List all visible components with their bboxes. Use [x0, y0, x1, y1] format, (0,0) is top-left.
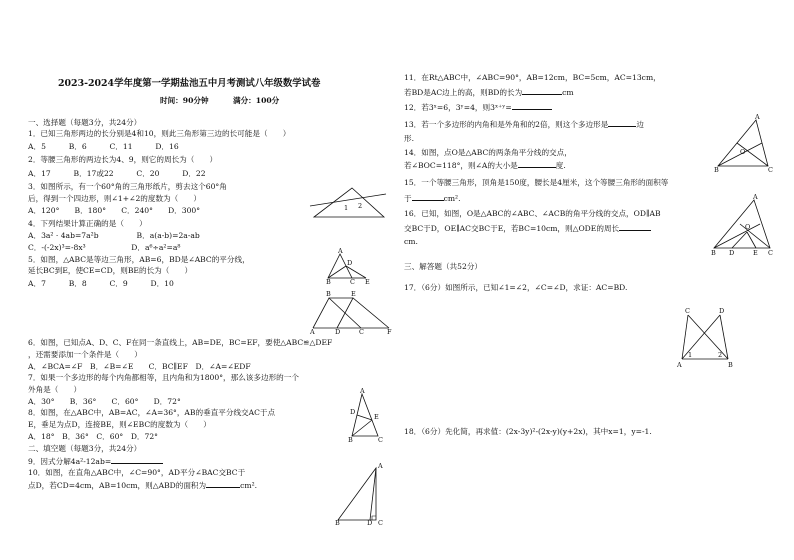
exam-score: 满分：100分	[233, 96, 280, 105]
q11-text: 若BD是AC边上的高，则BD的长为	[404, 88, 523, 97]
q16-label-A: A	[753, 193, 758, 201]
section3-heading: 三、解答题（共52分）	[404, 262, 483, 271]
q5-line1: 5．如图，△ABC是等边三角形，AB=6，BD是∠ABC的平分线，	[28, 255, 250, 264]
q8-label-A: A	[360, 387, 365, 395]
q3-label-2: 2	[358, 202, 363, 210]
q14-line1: 14．如图，点O是△ABC的两条角平分线的交点，	[404, 148, 572, 157]
q14-text: 若∠BOC=118°，则∠A的大小是	[404, 161, 518, 170]
exam-title: 2023-2024学年度第一学期盐池五中月考测试八年级数学试卷	[58, 78, 321, 89]
q5-line2: 延长BC到E，使CE=CD，则BE的长为（ ）	[28, 266, 193, 275]
q16-line3: cm.	[404, 237, 418, 246]
q13-line2: 形.	[404, 134, 415, 143]
q1-stem: 1．已知三角形两边的长分别是4和10，则此三角形第三边的长可能是（ ）	[28, 129, 291, 138]
q6-options: A．∠BCA=∠F B．∠B=∠E C．BC∥EF D．∠A=∠EDF	[28, 362, 251, 371]
section2-heading: 二、填空题（每题3分，共24分）	[28, 444, 142, 453]
q15-line2	[404, 193, 461, 203]
q14-label-B: B	[714, 166, 719, 174]
q11-line1: 11．在Rt△ABC中，∠ABC=90°，AB=12cm，BC=5cm，AC=13cm，	[404, 73, 661, 82]
q8-label-B: B	[348, 436, 353, 444]
q6-label-E: E	[351, 290, 356, 298]
q8-label-C: C	[378, 436, 383, 444]
q3-label-1: 1	[344, 204, 349, 212]
q17-stem: 17．（6分）如图所示，已知∠1=∠2，∠C=∠D，求证：AC=BD.	[404, 283, 628, 292]
q17-label-C: C	[685, 307, 690, 315]
q11-line2	[404, 87, 574, 97]
q17-label-B: B	[728, 361, 733, 369]
q10-text: 点D，若CD=4cm，AB=10cm，则△ABD的面积为	[28, 481, 207, 490]
q17-label-A: A	[677, 361, 682, 369]
q3-line1: 3．如图所示，有一个60°角的三角形纸片，剪去这个60°角	[28, 182, 227, 191]
q6-label-B: B	[326, 290, 331, 298]
q13-line1	[404, 119, 644, 129]
q4-options-ab: A．3a² · 4ab=7a²b B．a(a-b)=2a-ab	[28, 231, 200, 240]
q15-line1: 15．一个等腰三角形，顶角是150度，腰长是4厘米，这个等腰三角形的面积等	[404, 178, 669, 187]
q6-label-C: C	[359, 328, 364, 336]
exam-time: 时间：90分钟	[160, 96, 209, 105]
q16-figure	[710, 194, 776, 256]
q10-answer-blank[interactable]	[206, 480, 240, 488]
q14-end: 度.	[555, 161, 566, 170]
q8-line2: E，垂足为点D，连接BE，则∠EBC的度数为（ ）	[28, 420, 211, 429]
q16-line1: 16．已知，如图，O是△ABC的∠ABC、∠ACB的角平分线的交点，OD∥AB	[404, 209, 661, 218]
q3-figure	[308, 180, 388, 220]
q16-text: 交BC于D，OE∥AC交BC于E，若BC=10cm，则△ODE的周长	[404, 224, 620, 233]
q3-line2: 后，得到一个四边形，则∠1+∠2的度数为（ ）	[28, 194, 202, 203]
q17-label-1: 1	[688, 351, 693, 359]
q14-figure	[712, 114, 776, 174]
q8-label-E: E	[374, 413, 379, 421]
q16-label-O: O	[745, 223, 751, 231]
q7-options: A．30° B．36° C．60° D．72°	[28, 397, 181, 406]
q12-stem	[404, 102, 552, 112]
q5-label-D: D	[347, 259, 353, 267]
q16-label-B: B	[711, 249, 716, 257]
q4-stem: 4．下列结果计算正确的是（ ）	[28, 219, 147, 228]
q16-line2	[404, 223, 651, 233]
q10-label-D: D	[367, 519, 373, 527]
q13-end: 边	[636, 120, 644, 129]
q9-text: 9．因式分解4a²-12ab=	[28, 457, 112, 466]
q6-label-D: D	[335, 328, 341, 336]
q16-label-C: C	[768, 249, 773, 257]
q5-figure	[326, 248, 372, 284]
q10-label-A: A	[378, 462, 383, 470]
q6-line2: ，还需要添加一个条件是（ ）	[28, 350, 142, 359]
q1-options: A．5 B．6 C．11 D．16	[28, 142, 179, 151]
q10-unit: cm².	[240, 481, 258, 490]
q16-label-E: E	[753, 249, 758, 257]
q2-options: A．17 B．17或22 C．20 D．22	[28, 169, 206, 178]
q17-label-2: 2	[718, 351, 723, 359]
q8-options: A．18° B．36° C．60° D．72°	[28, 432, 158, 441]
q5-options: A．7 B．8 C．9 D．10	[28, 279, 174, 288]
q6-label-F: F	[387, 328, 392, 336]
q8-label-D: D	[350, 408, 356, 416]
q11-unit: cm	[562, 88, 574, 97]
q7-line1: 7．如果一个多边形的每个内角都相等，且内角和为1800°，那么该多边形的一个	[28, 373, 299, 382]
q15-answer-blank[interactable]	[412, 193, 444, 201]
q16-label-D: D	[729, 249, 735, 257]
q8-line1: 8．如图，在△ABC中，AB=AC，∠A=36°，AB的垂直平分线交AC于点	[28, 408, 276, 417]
q14-label-O: O	[740, 148, 746, 156]
q5-label-B: B	[326, 278, 331, 286]
q14-label-C: C	[768, 166, 773, 174]
q6-label-A: A	[310, 328, 315, 336]
q13-text: 13．若一个多边形的内角和是外角和的2倍，则这个多边形是	[404, 120, 609, 129]
q10-line2	[28, 480, 257, 490]
q10-label-B: B	[335, 519, 340, 527]
q14-label-A: A	[755, 113, 760, 121]
q11-answer-blank[interactable]	[522, 87, 562, 95]
q5-label-C: C	[350, 278, 355, 286]
q9-stem	[28, 456, 163, 466]
q2-stem: 2．等腰三角形的两边长为4、9，则它的周长为（ ）	[28, 155, 218, 164]
q7-line2: 外角是（ ）	[28, 385, 82, 394]
q14-line2	[404, 160, 566, 170]
q6-figure	[309, 288, 393, 334]
q12-answer-blank[interactable]	[512, 102, 552, 110]
q10-figure	[334, 462, 384, 526]
q12-text: 12．若3ˣ=6，3ʸ=4，则3ˣ⁺ʸ=	[404, 103, 512, 112]
q10-label-C: C	[378, 519, 383, 527]
q18-stem: 18．（6分）先化简，再求值：(2x-3y)²-(2x-y)(y+2x)，其中x=1，y=-1.	[404, 427, 652, 436]
q3-options: A．120° B．180° C．240° D．300°	[28, 206, 201, 215]
q13-answer-blank[interactable]	[608, 119, 636, 127]
q10-line1: 10．如图，在直角△ABC中，∠C=90°，AD平分∠BAC交BC于	[28, 468, 246, 477]
q6-line1: 6．如图，已知点A、D、C、F在同一条直线上，AB=DE，BC=EF，要使△ABC≌△DEF	[28, 338, 333, 347]
q14-answer-blank[interactable]	[518, 160, 556, 168]
q4-options-cd: C．-(-2x)³=-8x³ D．a⁶÷a²=a⁸	[28, 243, 181, 252]
section1-heading: 一、选择题（每题3分，共24分）	[28, 118, 142, 127]
q17-figure	[676, 307, 736, 369]
q5-label-A: A	[338, 247, 343, 255]
q17-label-D: D	[719, 307, 725, 315]
q15-text: 于	[404, 194, 412, 203]
q16-answer-blank[interactable]	[619, 223, 651, 231]
q9-answer-blank[interactable]	[111, 456, 163, 464]
q15-unit: cm².	[443, 194, 461, 203]
q5-label-E: E	[365, 278, 370, 286]
q8-figure	[348, 387, 388, 444]
